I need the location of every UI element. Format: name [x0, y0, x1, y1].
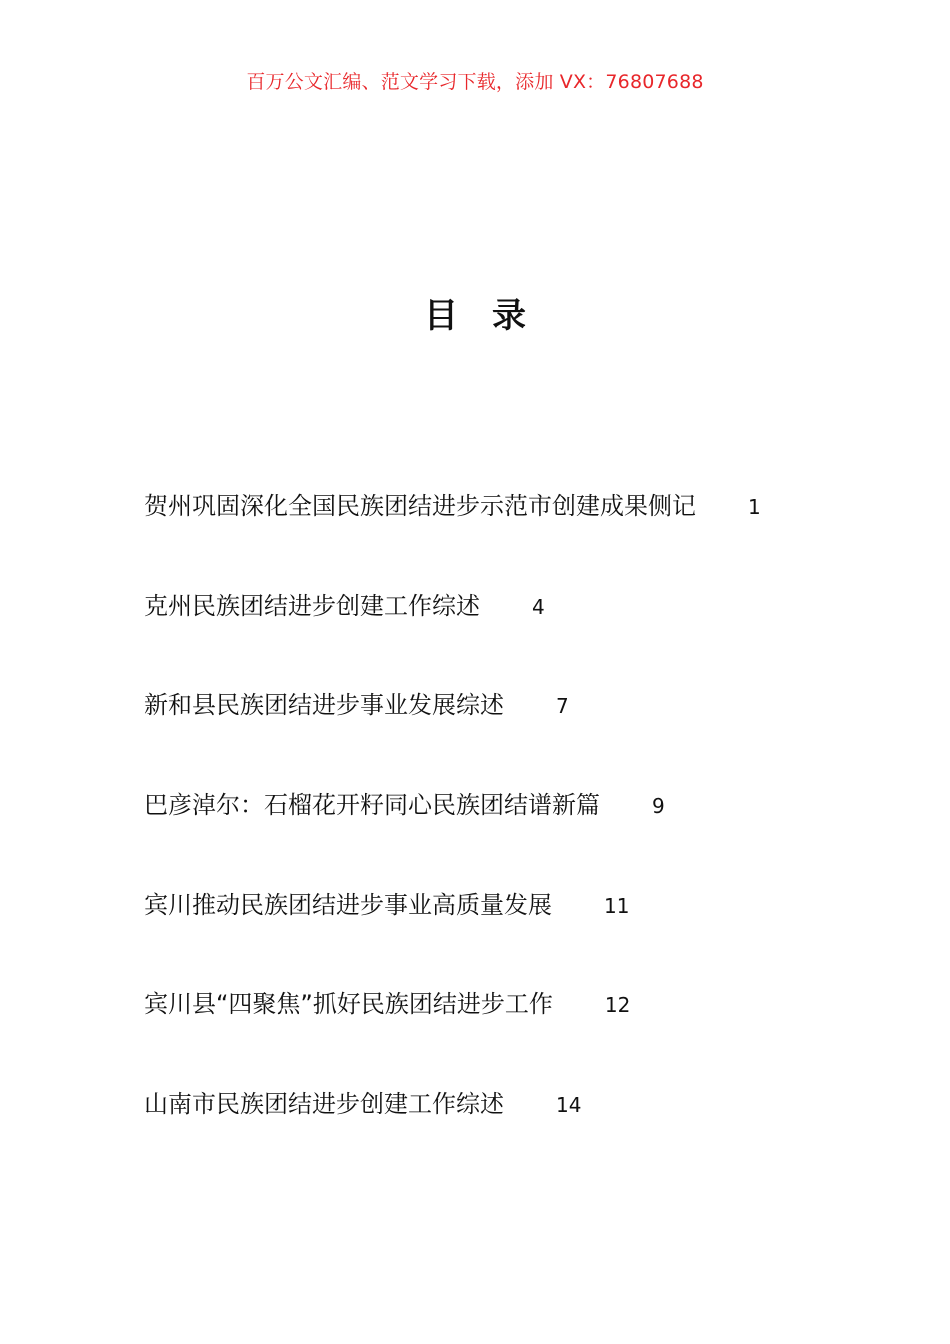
- toc-entry-page: 4: [532, 594, 545, 619]
- toc-entry-page: 12: [604, 993, 631, 1018]
- toc-entry-page: 11: [604, 893, 630, 918]
- toc-entry-title: 山南市民族团结进步创建工作综述: [144, 1090, 504, 1119]
- toc-entry-title: 巴彦淖尔：石榴花开籽同心民族团结谱新篇: [144, 791, 600, 820]
- toc-entry-title: 宾川县“四聚焦”抓好民族团结进步工作: [144, 990, 553, 1019]
- toc-entry-title: 新和县民族团结进步事业发展综述: [144, 691, 504, 720]
- toc-title: 目录: [424, 296, 560, 336]
- toc-entry[interactable]: [144, 885, 864, 985]
- toc-entry[interactable]: [144, 685, 864, 785]
- toc-entry-page: 14: [556, 1093, 582, 1118]
- toc-entry-title: 贺州巩固深化全国民族团结进步示范市创建成果侧记: [144, 492, 696, 520]
- toc-entry-page: 7: [556, 694, 569, 719]
- toc-entry-title: 克州民族团结进步创建工作综述: [144, 591, 480, 620]
- toc-list: [144, 486, 864, 1184]
- toc-entry-page: 1: [748, 495, 761, 519]
- toc-entry[interactable]: [144, 785, 864, 885]
- toc-entry-title: 宾川推动民族团结进步事业高质量发展: [144, 890, 552, 919]
- toc-entry-page: 9: [652, 794, 665, 819]
- toc-entry[interactable]: [144, 984, 864, 1084]
- header-note: 百万公文汇编、范文学习下载，添加 VX：76807688: [246, 71, 704, 93]
- toc-entry[interactable]: [144, 1084, 864, 1184]
- toc-entry[interactable]: [144, 586, 864, 686]
- toc-entry[interactable]: [144, 486, 864, 586]
